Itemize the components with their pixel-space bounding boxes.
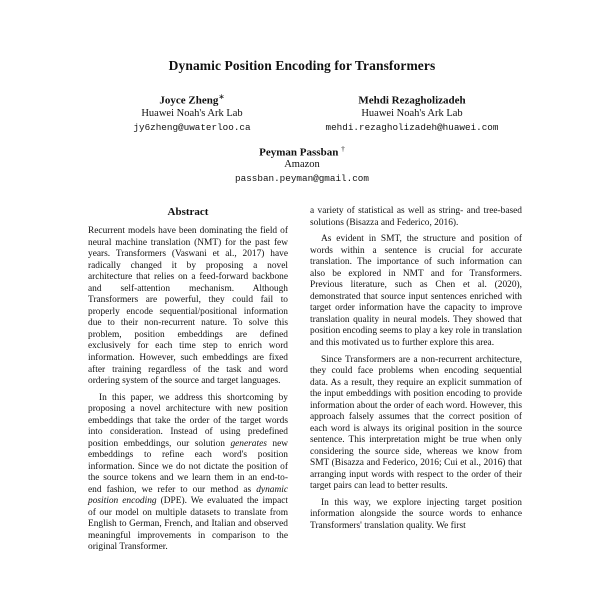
author-affiliation: Huawei Noah's Ark Lab	[361, 107, 463, 119]
author-email: mehdi.rezagholizadeh@huawei.com	[325, 121, 499, 133]
author-name-text: Mehdi Rezagholizadeh	[358, 94, 466, 107]
abstract-paragraph-2: In this paper, we address this shortcoming by proposing a novel architecture with new position embeddings that take the order of the target words into consideration. Instead of using predefined position embeddings, our solution generates new embeddings to refine each word's position information. Since we do not dictate the position of the source tokens and we learn them in an end-to-end fashion, we refer to our method as dynamic position encoding (DPE). We evaluated the impact of our model on multiple datasets to translate from English to German, French, and Italian and observed meaningful improvements in comparison to the original Transformer.	[88, 392, 288, 553]
author-email: passban.peyman@gmail.com	[235, 173, 369, 185]
body-paragraph: a variety of statistical as well as string- and tree-based solutions (Bisazza and Federico, 2016).	[310, 206, 522, 228]
author-email: jy6zheng@uwaterloo.ca	[133, 121, 251, 133]
body-paragraph: In this way, we explore injecting target position information alongside the source words to enhance Transformers' translation quality. We first	[310, 497, 522, 531]
author-name	[82, 144, 522, 159]
author-affiliation: Amazon	[284, 159, 320, 171]
author-block-peyman-passban	[82, 144, 522, 185]
author-name-text: Joyce Zheng	[159, 94, 219, 107]
paper-title: Dynamic Position Encoding for Transformers	[168, 58, 436, 73]
author-name	[302, 92, 522, 107]
body-paragraph: Since Transformers are a non-recurrent architecture, they could face problems when encoding sequential data. As a result, they require an explicit summation of the input embeddings with position encoding to provide information about the order of each word. However, this approach falsely assumes that the correct position of each word is always its original position in the source sentence. This interpretation might be true when only considering the source side, whereas we know from SMT (Bisazza and Federico, 2016; Cui et al., 2016) that arranging input words with respect to the order of their target pairs can lead to better results.	[310, 354, 522, 492]
author-block-joyce-zheng	[82, 92, 302, 133]
author-footnote-mark: †	[341, 143, 345, 153]
authors-row	[82, 92, 522, 133]
left-column	[82, 206, 294, 553]
abstract-paragraph-1: Recurrent models have been dominating the field of neural machine translation (NMT) for the past few years. Transformers (Vaswani et al., 2017) have radically changed it by proposing a novel architecture that relies on a feed-forward backbone and self-attention mechanism. Although Transformers are powerful, they could fail to properly encode sequential/positional information due to their non-recurrent nature. To solve this problem, position embeddings are defined exclusively for each time step to enrich word information. However, such embeddings are fixed after training regardless of the task and word ordering system of the source and target languages.	[88, 226, 288, 387]
abstract-heading: Abstract	[167, 206, 209, 219]
abstract-section	[82, 226, 294, 553]
author-affiliation: Huawei Noah's Ark Lab	[141, 107, 243, 119]
author-block-mehdi-rezagholizadeh	[302, 92, 522, 133]
author-name-text: Peyman Passban	[259, 146, 339, 159]
author-name	[82, 92, 302, 107]
two-column-body	[82, 206, 522, 553]
author-footnote-mark: ∗	[218, 92, 225, 101]
right-column	[310, 206, 522, 553]
body-paragraph: As evident in SMT, the structure and position of words within a sentence is crucial for accurate translation. The importance of such information can also be explored in NMT and for Transformers. Previous literature, such as Chen et al. (2020), demonstrated that source input sentences enriched with target order information have the capacity to improve translation quality in neural models. They showed that position encoding seems to play a key role in translation and this motivated us to further explore this area.	[310, 234, 522, 348]
